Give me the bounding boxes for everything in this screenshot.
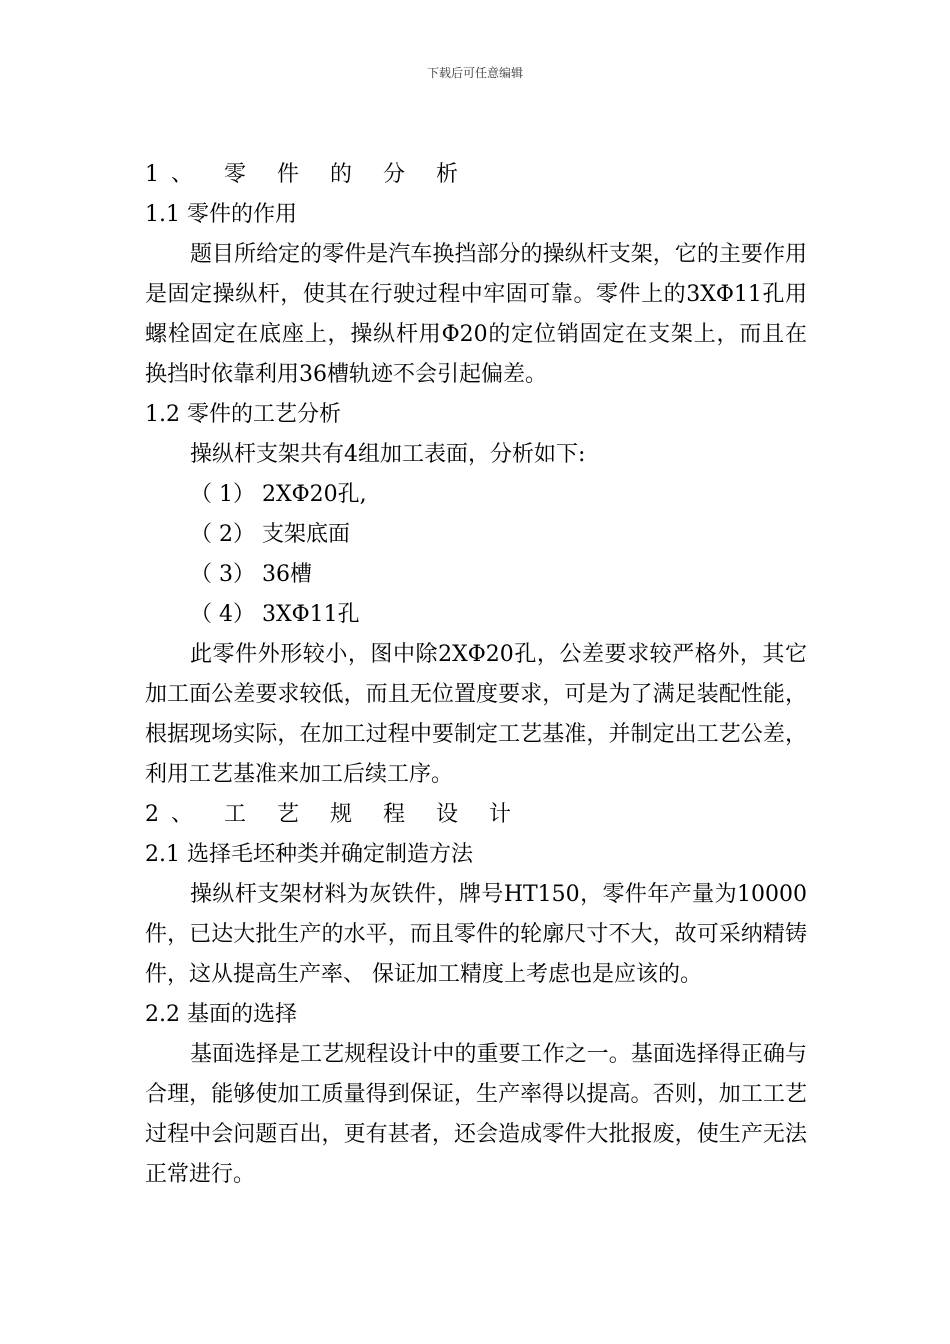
subsection-heading-2-1: 2.1 选择毛坯种类并确定制造方法 — [145, 842, 473, 867]
subsection-heading-2-2: 2.2 基面的选择 — [145, 1002, 297, 1027]
document-body — [145, 155, 807, 1195]
section-heading-1: 1、 零 件 的 分 析 — [145, 162, 470, 187]
list-item: （ 4） 3XΦ11孔 — [190, 602, 360, 627]
list-item: （ 1） 2XΦ20孔, — [190, 482, 367, 507]
paragraph-datum-selection: 基面选择是工艺规程设计中的重要工作之一。基面选择得正确与合理，能够使加工质量得到保证，生产率得以提高。否则，加工工艺过程中会问题百出，更有甚者，还会造成零件大批报废，使生产无法正常进行。 — [145, 1042, 807, 1187]
subsection-heading-1-1: 1.1 零件的作用 — [145, 202, 297, 227]
paragraph-part-function: 题目所给定的零件是汽车换挡部分的操纵杆支架，它的主要作用是固定操纵杆，使其在行驶过程中牢固可靠。零件上的3XΦ11孔用螺栓固定在底座上，操纵杆用Φ20的定位销固定在支架上，而且在换挡时依靠利用36槽轨迹不会引起偏差。 — [145, 242, 807, 387]
list-item: （ 2） 支架底面 — [190, 522, 350, 547]
paragraph-blank-selection: 操纵杆支架材料为灰铁件，牌号HT150，零件年产量为10000件，已达大批生产的水平，而且零件的轮廓尺寸不大，故可采纳精铸件，这从提高生产率、 保证加工精度上考虑也是应该的。 — [145, 882, 807, 987]
subsection-heading-1-2: 1.2 零件的工艺分析 — [145, 402, 341, 427]
paragraph-surfaces-intro: 操纵杆支架共有4组加工表面，分析如下: — [190, 442, 586, 467]
paragraph-tolerance: 此零件外形较小，图中除2XΦ20孔，公差要求较严格外，其它加工面公差要求较低，而且无位置度要求，可是为了满足装配性能，根据现场实际，在加工过程中要制定工艺基准，并制定出工艺公差，利用工艺基准来加工后续工序。 — [145, 642, 807, 787]
page-header: 下载后可任意编辑 — [426, 66, 523, 80]
list-item: （ 3） 36槽 — [190, 562, 312, 587]
section-heading-2: 2、 工 艺 规 程 设 计 — [145, 802, 523, 827]
